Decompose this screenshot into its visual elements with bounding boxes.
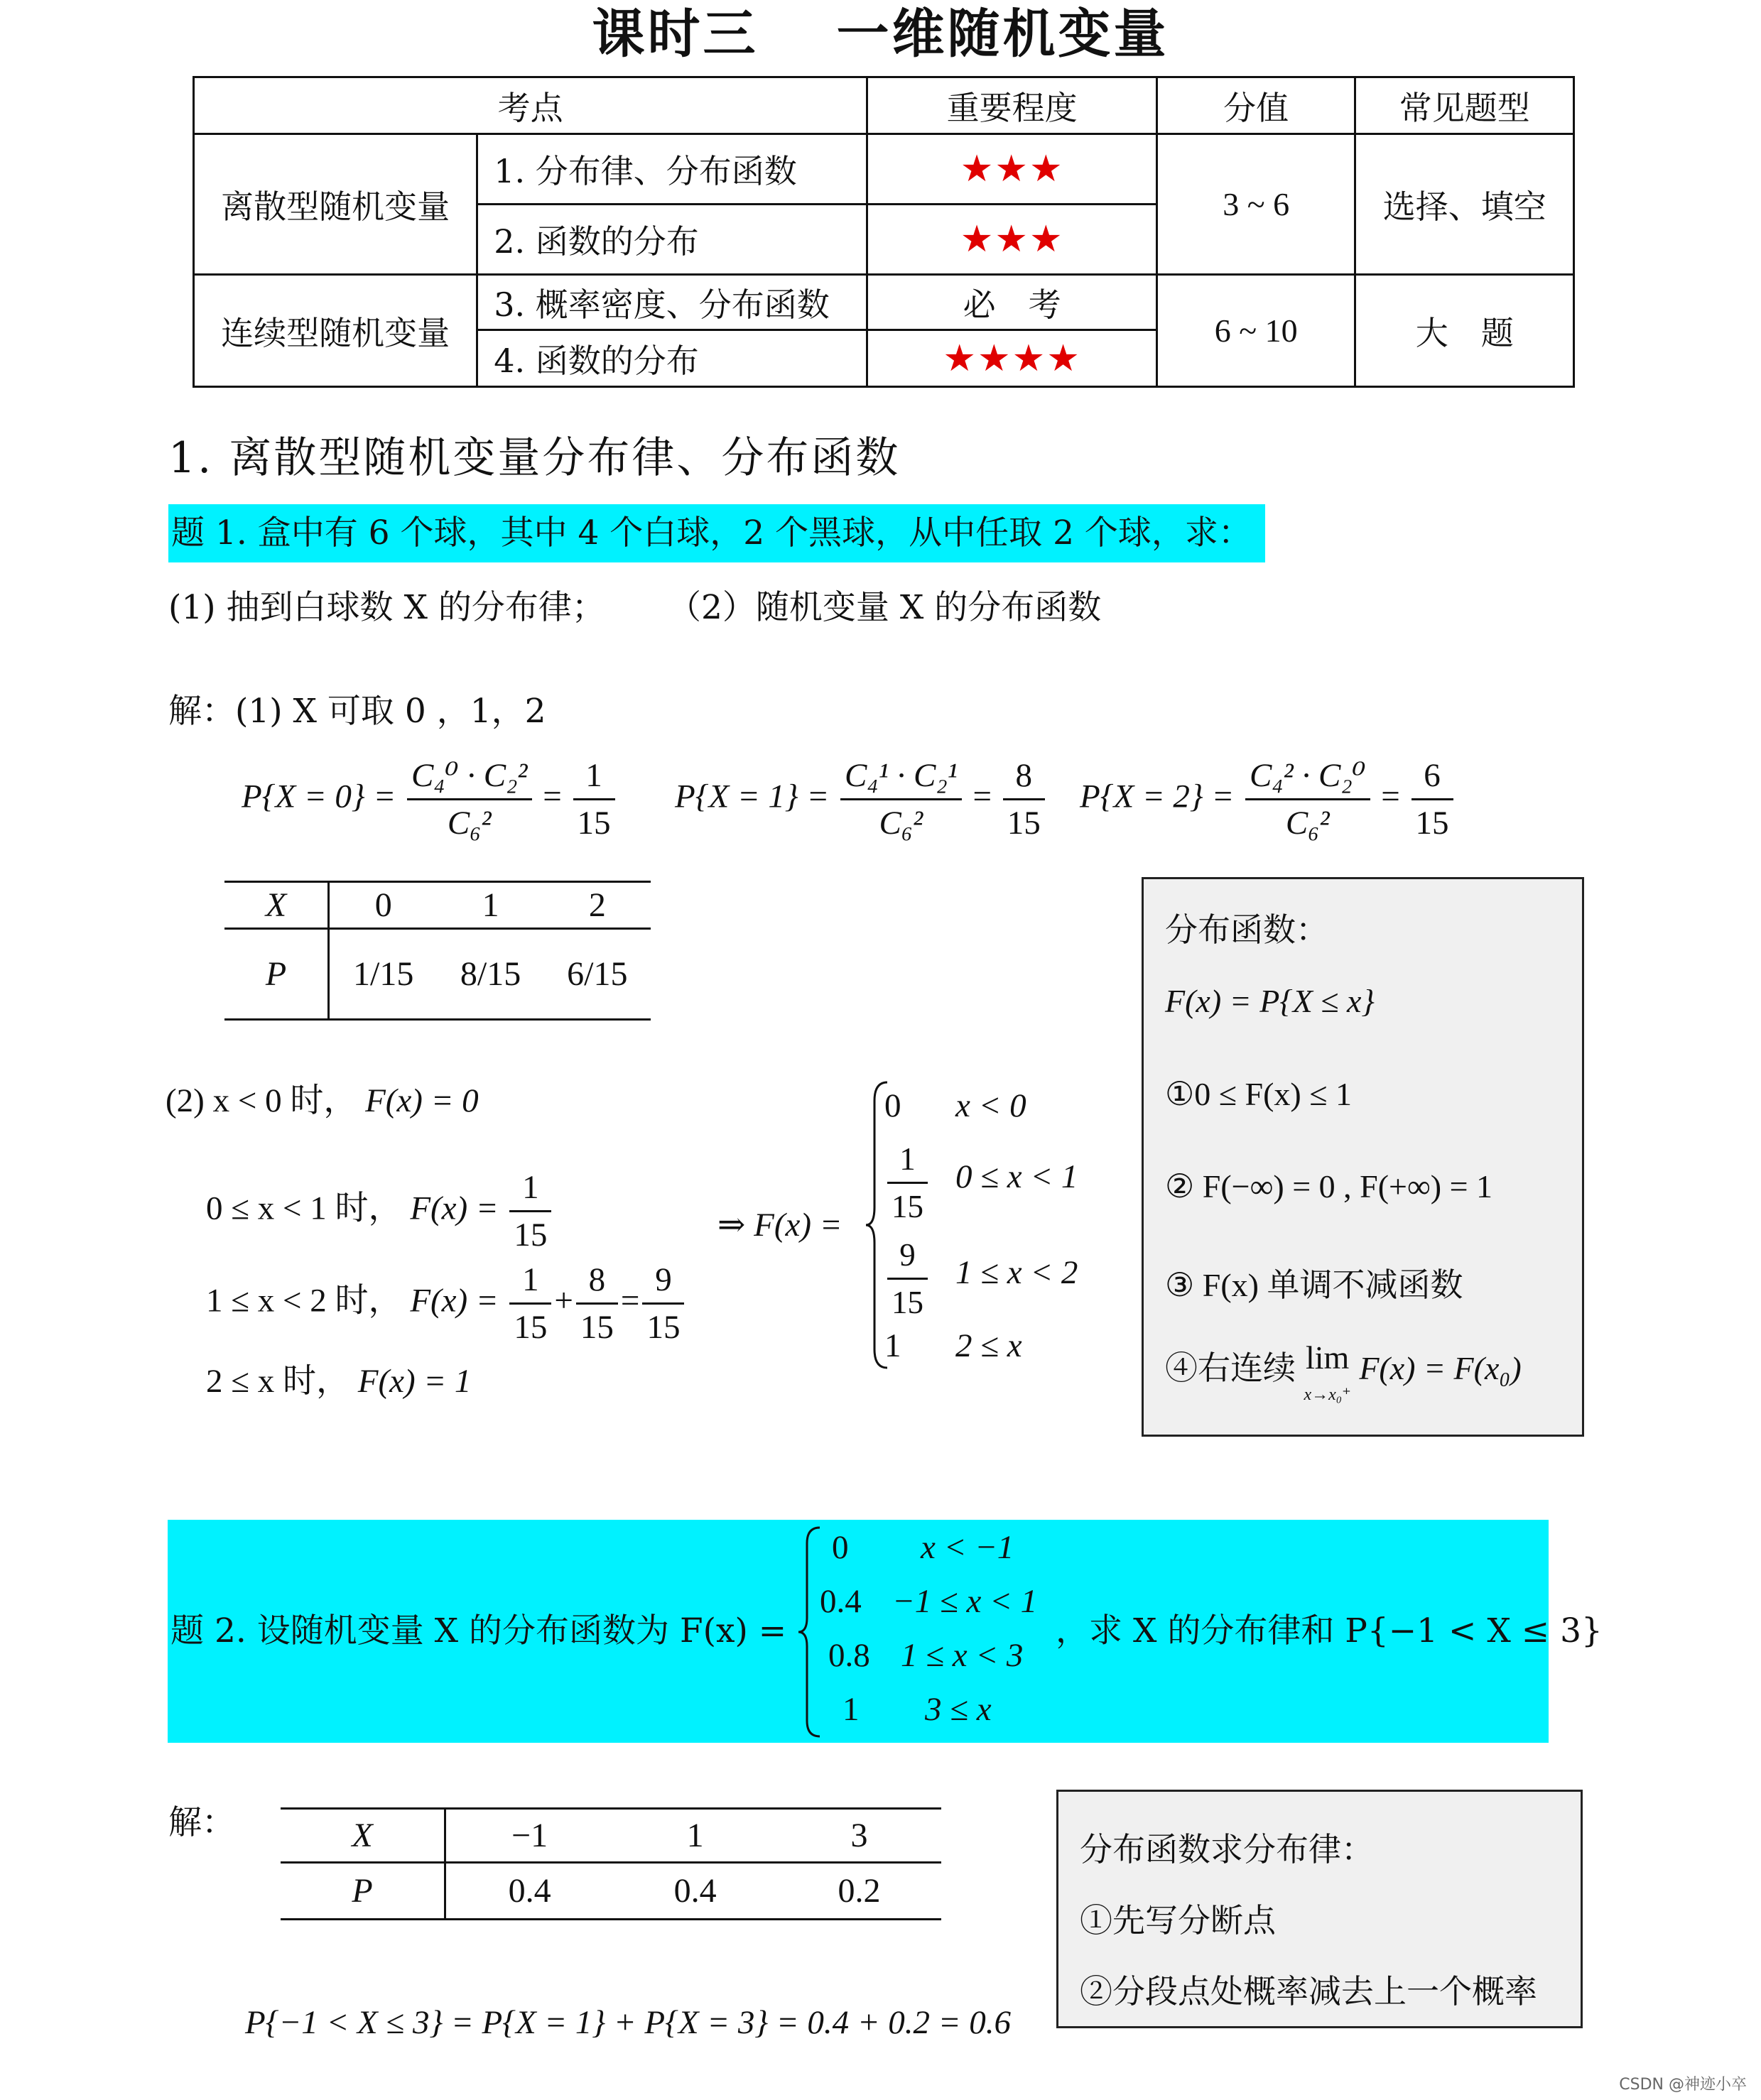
piecewise-lhs: ⇒ F(x) = (717, 1207, 842, 1244)
prob-den: C₆² (447, 805, 492, 842)
problem1-statement: 题 1. 盒中有 6 个球，其中 4 个白球，2 个黑球，从中任取 2 个球，求： (168, 504, 1265, 562)
header-importance: 重要程度 (867, 77, 1157, 134)
solution-label: 解： (168, 692, 235, 731)
header-topic: 考点 (194, 77, 867, 134)
piecewise-row (884, 1136, 931, 1229)
prob-result (573, 753, 615, 846)
table-cell: 8/15 (437, 929, 543, 1020)
frac-den: 15 (646, 1309, 681, 1346)
case-fraction (509, 1257, 551, 1350)
table-cell: 3 (777, 1809, 941, 1863)
note-box-pmf-from-cdf (1056, 1790, 1583, 2028)
piece-fraction (887, 1136, 928, 1229)
case-cond: 0 ≤ x < 1 时， (206, 1190, 402, 1227)
frac-num: 1 (509, 1257, 551, 1305)
table-cell: 0.4 (445, 1863, 614, 1920)
prob-fraction (1245, 753, 1370, 846)
importance-3: 必 考 (867, 275, 1157, 330)
prob-formula-0: P{X = 0} = $\frac{\text{C₄⁰ · C₂²}}{\text{C₆²}}$ = $\frac{1}{15}$ (242, 753, 618, 846)
score-discrete: 3 ~ 6 (1156, 134, 1355, 275)
case-2: 1 ≤ x < 2 时， F(x) = $\frac{1}{15}$ + $\frac{8}{15}$ = $\frac{9}{15}$ (206, 1257, 687, 1350)
p2-piece-val: 1 (842, 1691, 860, 1728)
problem2-statement-b: ，求 X 的分布律和 P{−1 < X ≤ 3} (1056, 1611, 1603, 1650)
piecewise-cond: 1 ≤ x < 2 (955, 1254, 1078, 1291)
table-cell: 1/15 (329, 929, 438, 1020)
problem1-part1: (1) 抽到白球数 X 的分布律； (168, 588, 605, 627)
frac-num: 1 (887, 1136, 928, 1184)
piecewise-row (884, 1087, 901, 1125)
note-item: ①0 ≤ F(x) ≤ 1 (1165, 1076, 1352, 1112)
header-score: 分值 (1156, 77, 1355, 134)
result-den: 15 (1007, 805, 1041, 842)
frac-den: 15 (892, 1189, 923, 1224)
score-continuous: 6 ~ 10 (1156, 275, 1355, 387)
distribution-table-2 (281, 1807, 941, 1920)
note-title: 分布函数： (1165, 910, 1328, 949)
case-3 (206, 1360, 471, 1403)
piecewise-row: 1 (884, 1327, 901, 1364)
case-expr: F(x) = (410, 1282, 499, 1320)
p2-piece-val: 0.8 (828, 1637, 870, 1674)
problem2-block (168, 1520, 1603, 1743)
topic-1: 1. 分布律、分布函数 (477, 134, 867, 205)
table-cell: 0.4 (613, 1863, 777, 1920)
case-fraction (576, 1257, 618, 1350)
frac-num: 8 (576, 1257, 618, 1305)
category-discrete: 离散型随机变量 (194, 134, 477, 275)
type-continuous: 大 题 (1355, 275, 1574, 387)
lim-text: lim (1305, 1339, 1350, 1376)
prob-den: C₆² (879, 805, 923, 842)
result-den: 15 (1415, 805, 1449, 842)
case-fraction: $\frac{9}{15}$ (642, 1257, 684, 1350)
solution1-label (168, 690, 546, 733)
left-brace-icon (796, 1525, 824, 1739)
piece-val: 0 (884, 1087, 901, 1124)
case-expr: F(x) = 1 (357, 1363, 472, 1400)
note-item: ② F(−∞) = 0 , F(+∞) = 1 (1165, 1168, 1493, 1204)
p2-piece-val: 0 (832, 1529, 849, 1566)
p2-piece-cond: 3 ≤ x (925, 1691, 992, 1728)
topic-2: 2. 函数的分布 (477, 205, 867, 275)
note2-item: ①先写分断点 (1080, 1901, 1276, 1939)
prob-result (1411, 753, 1453, 846)
result-num: 6 (1411, 753, 1453, 800)
prob-num: C₄¹ · C₂¹ (840, 753, 962, 800)
p2-piece-cond: −1 ≤ x < 1 (892, 1583, 1038, 1620)
frac-den: 15 (892, 1285, 923, 1320)
frac-den: 15 (514, 1217, 548, 1253)
solution-intro: (1) X 可取 0 ，1，2 (235, 692, 546, 731)
prob-fraction (407, 753, 532, 846)
prob-num: C₄⁰ · C₂² (407, 753, 532, 800)
case-cond: 2 ≤ x 时， (206, 1363, 350, 1400)
importance-4: ★★★★ (867, 330, 1157, 387)
table-cell: 6/15 (544, 929, 651, 1020)
problem2-result: P{−1 < X ≤ 3} = P{X = 1} + P{X = 3} = 0.4 + 0.2 = 0.6 (245, 2004, 1012, 2041)
case-expr: F(x) = (410, 1190, 499, 1227)
topic-4: 4. 函数的分布 (477, 330, 867, 387)
prob-formula-1: P{X = 1} = $\frac{\text{C₄¹ · C₂¹}}{\text{C₆²}}$ = $\frac{8}{15}$ (675, 753, 1048, 846)
note-item-limit (1165, 1339, 1522, 1410)
case-cond: 1 ≤ x < 2 时， (206, 1282, 402, 1320)
case-expr: F(x) = 0 (365, 1082, 479, 1119)
lim-expr: F(x) = F(x₀) (1359, 1350, 1522, 1386)
note2-title: 分布函数求分布律： (1080, 1830, 1374, 1868)
note-definition: F(x) = P{X ≤ x} (1165, 983, 1375, 1019)
table-cell: P (281, 1863, 445, 1920)
problem2-statement-a: 题 2. 设随机变量 X 的分布函数为 F(x) = (170, 1611, 787, 1650)
watermark: CSDN @神迹小卒 (1619, 2076, 1747, 2094)
prob-fraction (840, 753, 962, 846)
lim-sub: x→x₀⁺ (1304, 1386, 1351, 1404)
topic-3: 3. 概率密度、分布函数 (477, 275, 867, 330)
header-type: 常见题型 (1355, 77, 1574, 134)
p2-piece-cond: x < −1 (921, 1529, 1014, 1566)
p2-piece-cond: 1 ≤ x < 3 (901, 1637, 1024, 1674)
note-item: ③ F(x) 单调不减函数 (1165, 1267, 1463, 1303)
piece-fraction: $\frac{9}{15}$ (887, 1232, 928, 1325)
category-continuous: 连续型随机变量 (194, 275, 477, 387)
result-num: 1 (573, 753, 615, 800)
solution2-label: 解： (168, 1803, 235, 1842)
title-part2: 一维随机变量 (836, 4, 1169, 65)
type-discrete: 选择、填空 (1355, 134, 1574, 275)
note2-item: ②分段点处概率减去上一个概率 (1080, 1972, 1537, 2011)
case-fraction (509, 1165, 551, 1258)
section-heading: 1. 离散型随机变量分布律、分布函数 (168, 433, 901, 483)
piecewise-row (884, 1232, 931, 1325)
importance-1: ★★★ (867, 134, 1157, 205)
frac-den: 15 (580, 1309, 614, 1346)
piecewise-cond: 2 ≤ x (955, 1327, 1022, 1364)
problem1-part2: （2）随机变量 X 的分布函数 (668, 588, 1102, 627)
importance-2: ★★★ (867, 205, 1157, 275)
prob-lhs: P{X = 2} = (1080, 778, 1235, 815)
title-part1: 课时三 (592, 4, 759, 65)
table-cell: P (224, 929, 329, 1020)
table-cell: −1 (445, 1809, 614, 1863)
table-cell: 2 (544, 882, 651, 929)
note-item: ④右连续 (1165, 1350, 1296, 1386)
case-cond: x < 0 时， (212, 1082, 357, 1119)
case-1 (206, 1165, 554, 1258)
table-cell: 1 (613, 1809, 777, 1863)
p2-piece-val: 0.4 (820, 1583, 862, 1620)
table-cell: X (224, 882, 329, 929)
note-box-distribution-function (1142, 877, 1584, 1437)
result-den: 15 (577, 805, 611, 842)
result-num: 8 (1003, 753, 1045, 800)
frac-den: 15 (514, 1309, 548, 1346)
limit (1304, 1339, 1351, 1410)
part2-label: (2) (166, 1082, 205, 1119)
page-title (0, 0, 1761, 68)
case-0 (166, 1079, 479, 1122)
piecewise-cond: x < 0 (955, 1087, 1026, 1124)
distribution-table-1 (224, 881, 651, 1021)
table-cell: 0 (329, 882, 438, 929)
prob-result (1003, 753, 1045, 846)
prob-lhs: P{X = 1} = (675, 778, 830, 815)
prob-num: C₄² · C₂⁰ (1245, 753, 1370, 800)
table-cell: 0.2 (777, 1863, 941, 1920)
table-cell: X (281, 1809, 445, 1863)
piecewise-cond: 0 ≤ x < 1 (955, 1158, 1078, 1195)
overview-table (193, 76, 1575, 388)
frac-num: 1 (509, 1165, 551, 1212)
prob-formula-2: P{X = 2} = $\frac{\text{C₄² · C₂⁰}}{\text{C₆²}}$ = $\frac{6}{15}$ (1080, 753, 1456, 846)
prob-lhs: P{X = 0} = (242, 778, 396, 815)
table-cell: 1 (437, 882, 543, 929)
prob-den: C₆² (1285, 805, 1330, 842)
